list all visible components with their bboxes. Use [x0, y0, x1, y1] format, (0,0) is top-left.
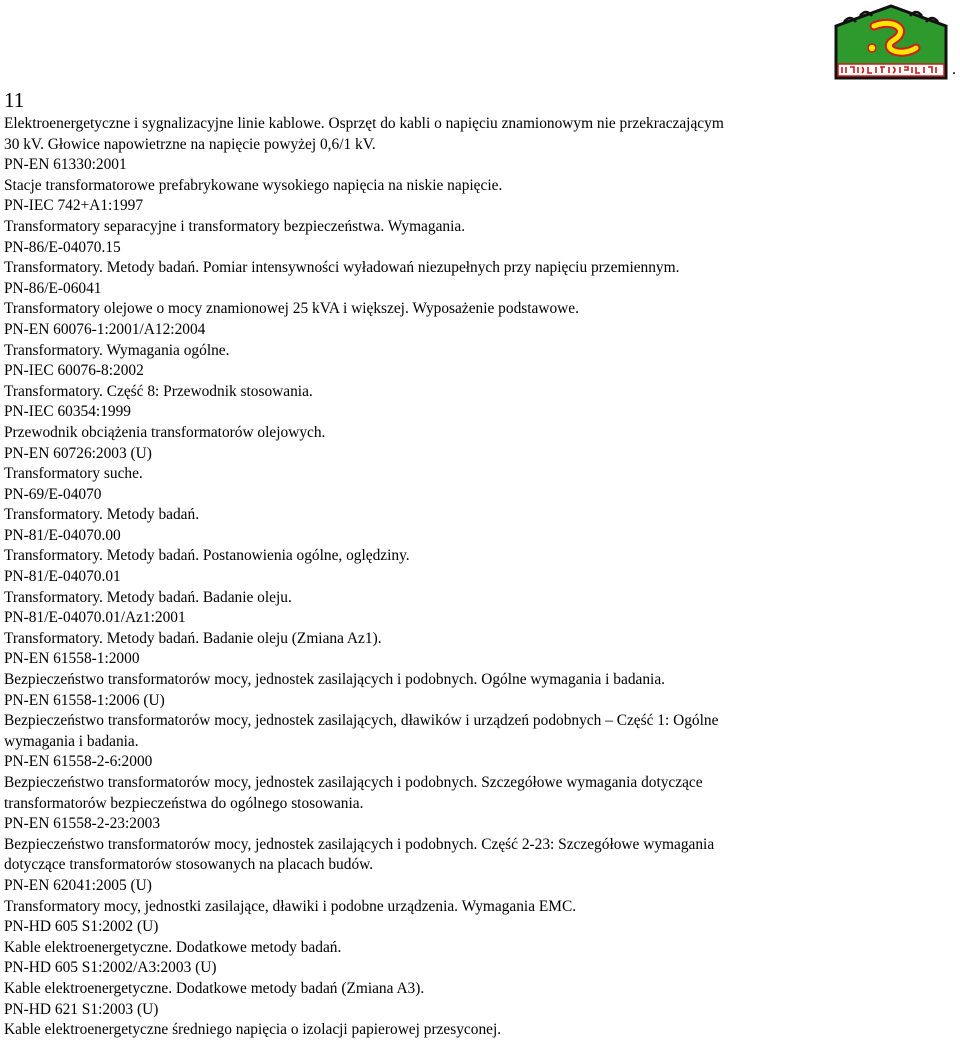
standard-code: PN-69/E-04070 [4, 485, 102, 503]
standard-description: Transformatory mocy, jednostki zasilające, dławiki i podobne urządzenia. Wymagania EMC. [4, 897, 577, 915]
standard-code: PN-IEC 60076-8:2002 [4, 362, 144, 380]
standards-list [4, 114, 944, 1041]
standard-code: PN-HD 605 S1:2002/A3:2003 (U) [4, 959, 217, 977]
standard-code: PN-HD 621 S1:2003 (U) [4, 1000, 159, 1018]
standard-code: PN-EN 60076-1:2001/A12:2004 [4, 320, 206, 338]
standard-code: PN-IEC 60354:1999 [4, 403, 131, 421]
standard-description: Stacje transformatorowe prefabrykowane wysokiego napięcia na niskie napięcie. [4, 176, 503, 194]
standard-description: Elektroenergetyczne i sygnalizacyjne linie kablowe. Osprzęt do kabli o napięciu znamionowym nie przekraczającym [4, 115, 724, 132]
standard-description: Kable elektroenergetyczne średniego napięcia o izolacji papierowej przesyconej. [4, 1021, 502, 1039]
standard-code: PN-EN 61330:2001 [4, 156, 127, 174]
standard-code: PN-HD 605 S1:2002 (U) [4, 918, 159, 936]
standard-code: PN-81/E-04070.00 [4, 526, 121, 544]
standard-code: PN-81/E-04070.01/Az1:2001 [4, 609, 186, 627]
standard-description: Bezpieczeństwo transformatorów mocy, jednostek zasilających i podobnych. Szczegółowe wymagania dotyczące [4, 774, 703, 791]
standard-code: PN-81/E-04070.01 [4, 568, 121, 586]
standard-description: Transformatory. Wymagania ogólne. [4, 341, 230, 359]
standard-description: Transformatory olejowe o mocy znamionowej 25 kVA i większej. Wyposażenie podstawowe. [4, 300, 579, 318]
standard-description: transformatorów bezpieczeństwa do ogólnego stosowania. [4, 794, 364, 812]
standard-description: Bezpieczeństwo transformatorów mocy, jednostek zasilających i podobnych. Część 2-23: Szczegółowe wymagania [4, 835, 715, 853]
standard-description: Kable elektroenergetyczne. Dodatkowe metody badań. [4, 938, 342, 956]
page-number: 11 [4, 88, 25, 112]
standard-description: Transformatory. Metody badań. Pomiar intensywności wyładowań niezupełnych przy napięciu przemiennym. [4, 259, 680, 277]
standard-description: Transformatory. Część 8: Przewodnik stosowania. [4, 382, 313, 400]
standard-description: Transformatory suche. [4, 465, 143, 483]
standard-code: PN-EN 62041:2005 (U) [4, 876, 152, 894]
standard-code: PN-EN 60726:2003 (U) [4, 444, 152, 462]
standard-code: PN-IEC 742+A1:1997 [4, 197, 144, 215]
standard-description: Kable elektroenergetyczne. Dodatkowe metody badań (Zmiana A3). [4, 979, 425, 997]
standard-code: PN-EN 61558-1:2006 (U) [4, 691, 165, 709]
standard-description: Bezpieczeństwo transformatorów mocy, jednostek zasilających i podobnych. Ogólne wymagania i badania. [4, 671, 666, 689]
standard-description: Przewodnik obciążenia transformatorów olejowych. [4, 423, 326, 441]
standard-code: PN-86/E-04070.15 [4, 238, 121, 256]
standard-code: PN-86/E-06041 [4, 279, 102, 297]
standard-description: Transformatory. Metody badań. [4, 506, 200, 524]
logo-image [834, 4, 948, 80]
logo-dot [868, 44, 876, 52]
standard-code: PN-EN 61558-2-6:2000 [4, 753, 153, 771]
company-logo [834, 4, 948, 80]
standard-description: Bezpieczeństwo transformatorów mocy, jednostek zasilających, dławików i urządzeń podobnych – Część 1: Ogólne [4, 712, 719, 730]
standard-code: PN-EN 61558-2-23:2003 [4, 815, 161, 833]
standard-description: Transformatory. Metody badań. Badanie oleju. [4, 588, 292, 606]
corner-mark: . [952, 61, 956, 78]
standard-description: dotyczące transformatorów stosowanych na placach budów. [4, 856, 374, 874]
standard-description: 30 kV. Głowice napowietrzne na napięcie powyżej 0,6/1 kV. [4, 135, 376, 153]
standard-code: PN-EN 61558-1:2000 [4, 650, 140, 668]
standard-description: Transformatory. Metody badań. Badanie oleju (Zmiana Az1). [4, 629, 382, 647]
standard-description: wymagania i badania. [4, 732, 139, 750]
standard-description: Transformatory. Metody badań. Postanowienia ogólne, oględziny. [4, 547, 410, 565]
standard-description: Transformatory separacyjne i transformatory bezpieczeństwa. Wymagania. [4, 217, 466, 235]
